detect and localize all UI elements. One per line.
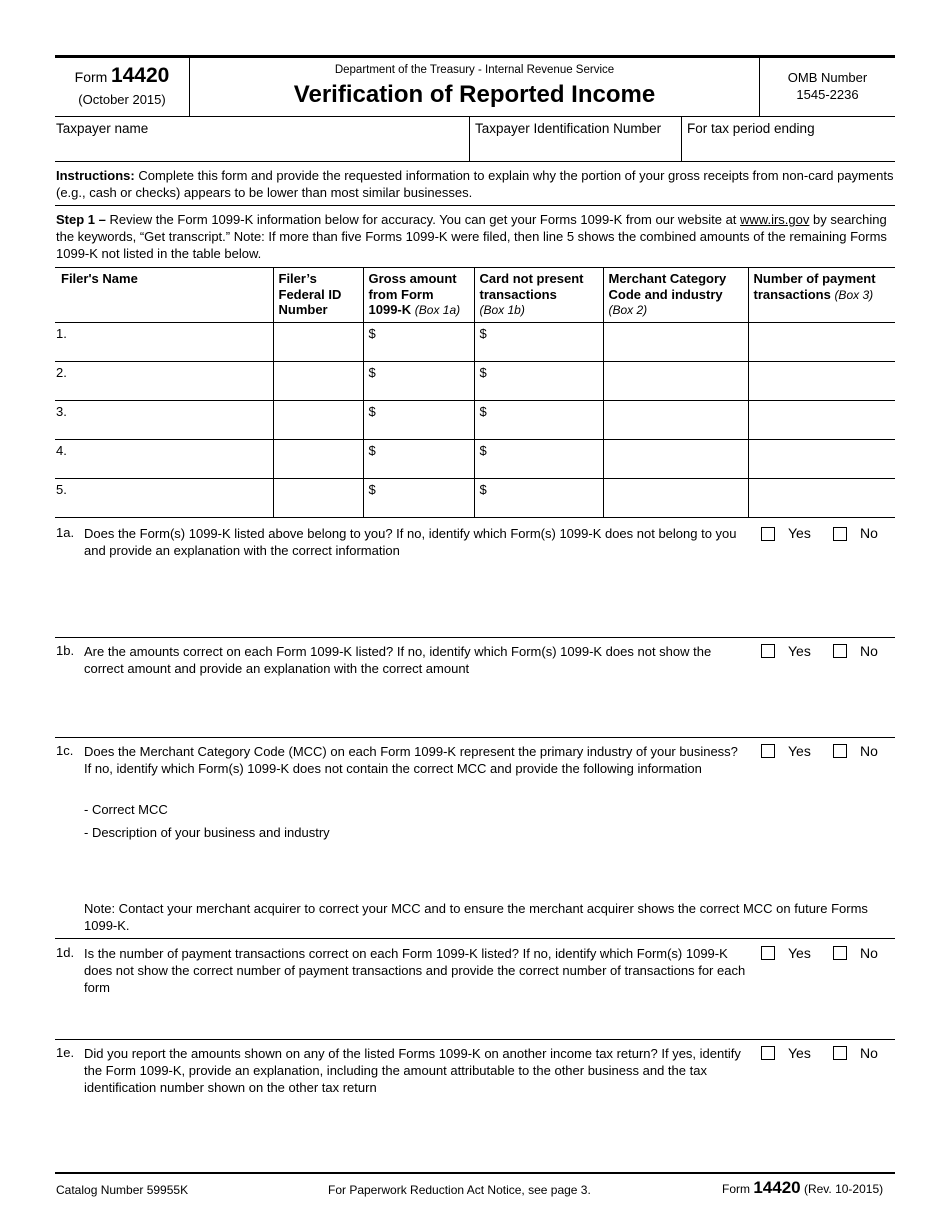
col-payment-count: Number of payment transactions (Box 3) — [748, 268, 895, 323]
q1a-no-label: No — [860, 525, 878, 541]
row-filer-name[interactable]: 1. — [55, 323, 273, 362]
omb-number: 1545-2236 — [796, 87, 859, 102]
q1b-rule — [55, 737, 895, 738]
q1c-yes-label: Yes — [788, 743, 811, 759]
row-count[interactable] — [748, 323, 895, 362]
col-gross-amount: Gross amount from Form 1099-K (Box 1a) — [363, 268, 474, 323]
q1d-number: 1d. — [56, 945, 75, 960]
q1d-rule — [55, 1039, 895, 1040]
form-id-block — [55, 64, 189, 88]
q1c-no-label: No — [860, 743, 878, 759]
col-mcc: Merchant Category Code and industry (Box 2) — [603, 268, 748, 323]
row-card[interactable]: $ — [474, 479, 603, 518]
row-count[interactable] — [748, 401, 895, 440]
row-filer-name[interactable]: 4. — [55, 440, 273, 479]
row-mcc[interactable] — [603, 440, 748, 479]
q1c-text: Does the Merchant Category Code (MCC) on each Form 1099-K represent the primary industry of your business? If no, identify which Form(s) 1099-K does not contain the correct MCC and provide the following information — [84, 744, 738, 776]
table-row — [55, 323, 895, 362]
q1a-number: 1a. — [56, 525, 75, 540]
taxpayer-divider-2 — [681, 117, 682, 161]
row-mcc[interactable] — [603, 479, 748, 518]
q1c-number: 1c. — [56, 743, 74, 758]
form-number: 14420 — [110, 64, 170, 87]
row-federal-id[interactable] — [273, 479, 363, 518]
table-row — [55, 362, 895, 401]
step1-text-b: by searching the keywords, “Get transcript.” Note: If more than five Forms 1099-K were filed, then line 5 shows the combined amounts of the remaining Forms 1099-K not listed in the table below. — [56, 212, 887, 261]
page-title: Verification of Reported Income — [293, 81, 656, 108]
form-1099k-table — [55, 267, 895, 518]
q1b-answer-area[interactable] — [84, 680, 744, 732]
header-bottom-rule — [55, 116, 895, 117]
row-count[interactable] — [748, 362, 895, 401]
q1c-note: Note: Contact your merchant acquirer to correct your MCC and to ensure the merchant acquirer shows the correct MCC on future Forms 1099-K. — [84, 901, 868, 933]
q1b-yes-checkbox[interactable] — [761, 644, 775, 658]
paperwork-notice: For Paperwork Reduction Act Notice, see page 3. — [328, 1183, 591, 1197]
row-card[interactable]: $ — [474, 440, 603, 479]
top-rule — [55, 55, 895, 58]
row-mcc[interactable] — [603, 401, 748, 440]
department: Department of the Treasury - Internal Revenue Service — [334, 64, 615, 76]
tax-period-label: For tax period ending — [687, 121, 815, 136]
footer-rule — [55, 1172, 895, 1174]
q1c-no-checkbox[interactable] — [833, 744, 847, 758]
q1d-yes-checkbox[interactable] — [761, 946, 775, 960]
instructions-rule — [55, 205, 895, 206]
row-mcc[interactable] — [603, 362, 748, 401]
q1e-number: 1e. — [56, 1045, 75, 1060]
table-row — [55, 440, 895, 479]
q1e-answer-area[interactable] — [84, 1098, 744, 1168]
row-gross[interactable]: $ — [363, 479, 474, 518]
q1e-yes-checkbox[interactable] — [761, 1046, 775, 1060]
form-date: (October 2015) — [78, 92, 166, 107]
row-card[interactable]: $ — [474, 323, 603, 362]
row-filer-name[interactable]: 5. — [55, 479, 273, 518]
q1a-text: Does the Form(s) 1099-K listed above belong to you? If no, identify which Form(s) 1099-K does not belong to you and provide an explanation with the correct information — [84, 526, 737, 558]
footer-rev: (Rev. 10-2015) — [803, 1182, 884, 1196]
q1c-yes-checkbox[interactable] — [761, 744, 775, 758]
q1c-item-description: - Description of your business and industry — [84, 825, 330, 840]
row-card[interactable]: $ — [474, 362, 603, 401]
tax-period-field[interactable] — [687, 138, 892, 160]
q1b-yes-label: Yes — [788, 643, 811, 659]
q1c-answer-area[interactable] — [84, 845, 744, 895]
table-row — [55, 401, 895, 440]
q1c-item-mcc: - Correct MCC — [84, 802, 168, 817]
footer-form-number: 14420 — [753, 1178, 801, 1197]
row-federal-id[interactable] — [273, 440, 363, 479]
row-federal-id[interactable] — [273, 401, 363, 440]
q1d-yes-label: Yes — [788, 945, 811, 961]
q1b-no-label: No — [860, 643, 878, 659]
q1a-yes-label: Yes — [788, 525, 811, 541]
tin-field[interactable] — [475, 138, 677, 160]
q1e-no-checkbox[interactable] — [833, 1046, 847, 1060]
col-filer-name: Filer's Name — [55, 268, 273, 323]
table-header-row — [55, 268, 895, 323]
q1b-number: 1b. — [56, 643, 75, 658]
q1d-no-label: No — [860, 945, 878, 961]
q1e-text: Did you report the amounts shown on any of the listed Forms 1099-K on another income tax return? If yes, identify the Form 1099-K, provide an explanation, including the amount attributable to the other business and the tax identification number shown on the other tax return — [84, 1046, 741, 1095]
q1d-text: Is the number of payment transactions correct on each Form 1099-K listed? If no, identify which Form(s) 1099-K does not show the correct number of payment transactions and provide the correct number of transactions for each form — [84, 946, 746, 995]
row-card[interactable]: $ — [474, 401, 603, 440]
footer-form-id — [722, 1178, 883, 1198]
q1d-no-checkbox[interactable] — [833, 946, 847, 960]
catalog-number: Catalog Number 59955K — [56, 1183, 189, 1197]
taxpayer-divider-1 — [469, 117, 470, 161]
taxpayer-name-label: Taxpayer name — [56, 121, 149, 136]
taxpayer-bottom-rule — [55, 161, 895, 162]
row-gross[interactable]: $ — [363, 323, 474, 362]
q1b-text: Are the amounts correct on each Form 1099-K listed? If no, identify which Form(s) 1099-K does not show the correct amount and provide an explanation with the correct amount — [84, 644, 712, 676]
instructions-text: Complete this form and provide the requested information to explain why the portion of your gross receipts from non-card payments (e.g., cash or checks) appears to be lower than most similar businesses. — [56, 168, 894, 200]
row-federal-id[interactable] — [273, 323, 363, 362]
tin-label: Taxpayer Identification Number — [475, 121, 662, 136]
q1a-rule — [55, 637, 895, 638]
q1a-yes-checkbox[interactable] — [761, 527, 775, 541]
row-federal-id[interactable] — [273, 362, 363, 401]
col-federal-id: Filer’s Federal ID Number — [273, 268, 363, 323]
row-gross[interactable]: $ — [363, 440, 474, 479]
row-filer-name[interactable]: 3. — [55, 401, 273, 440]
row-mcc[interactable] — [603, 323, 748, 362]
table-row — [55, 479, 895, 518]
form-word: Form — [74, 69, 108, 85]
row-count[interactable] — [748, 479, 895, 518]
taxpayer-name-field[interactable] — [56, 138, 466, 160]
q1e-yes-label: Yes — [788, 1045, 811, 1061]
row-gross[interactable]: $ — [363, 362, 474, 401]
q1d-answer-area[interactable] — [84, 998, 744, 1034]
footer-form-word: Form — [722, 1182, 750, 1196]
row-filer-name[interactable]: 2. — [55, 362, 273, 401]
omb-label: OMB Number — [787, 70, 868, 85]
row-count[interactable] — [748, 440, 895, 479]
q1b-no-checkbox[interactable] — [833, 644, 847, 658]
instructions — [56, 167, 896, 201]
row-gross[interactable]: $ — [363, 401, 474, 440]
q1a-no-checkbox[interactable] — [833, 527, 847, 541]
irs-link[interactable]: www.irs.gov — [740, 212, 810, 227]
q1a-answer-area[interactable] — [84, 562, 744, 632]
q1e-no-label: No — [860, 1045, 878, 1061]
instructions-lead: Instructions: — [56, 168, 135, 183]
step1-text-a: Review the Form 1099-K information below for accuracy. You can get your Forms 1099-K from our website at — [105, 212, 741, 227]
step1-lead: Step 1 – — [56, 212, 106, 227]
step1 — [56, 211, 896, 262]
col-card-not-present: Card not present transactions (Box 1b) — [474, 268, 603, 323]
q1c-rule — [55, 938, 895, 939]
